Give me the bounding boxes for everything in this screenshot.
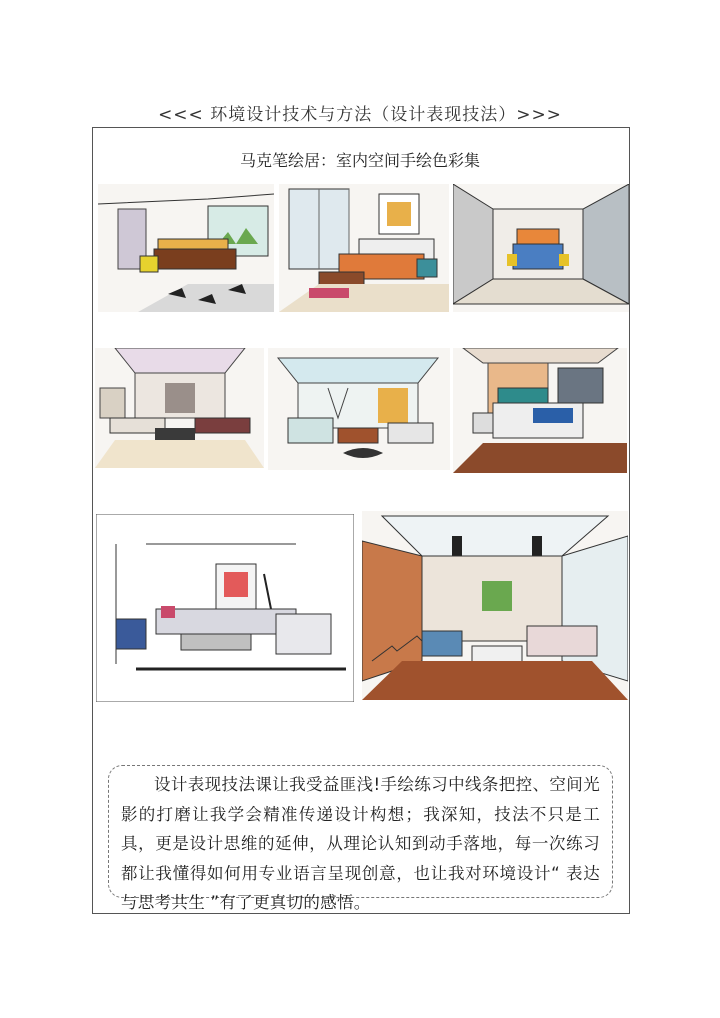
bedroom-sketch-1 — [98, 184, 274, 312]
reflection-box — [108, 765, 613, 912]
living-room-sketch-2 — [268, 348, 450, 470]
bedroom-sketch-4 — [453, 348, 627, 473]
loft-living-room-sketch — [362, 511, 628, 700]
gallery-title: 马克笔绘居：室内空间手绘色彩集 — [239, 151, 480, 170]
living-room-sketch-1 — [95, 348, 264, 468]
bedroom-sketch-3 — [453, 184, 629, 312]
reflection-text: 设计表现技法课让我受益匪浅!手绘练习中线条把控、空间光影的打磨让我学会精准传递设计构想；我深知，技法不只是工具，更是设计思维的延伸，从理论认知到动手落地，每一次练习都让我懂得如何用专业语言呈现创意，也让我对环境设计“ 表达与思考共生 ”有了更真切的感悟。 — [121, 775, 600, 912]
living-room-sketch-3 — [96, 514, 354, 702]
course-title-header: <<< 环境设计技术与方法（设计表现技法）>>> — [158, 105, 562, 125]
bedroom-sketch-2 — [279, 184, 449, 312]
